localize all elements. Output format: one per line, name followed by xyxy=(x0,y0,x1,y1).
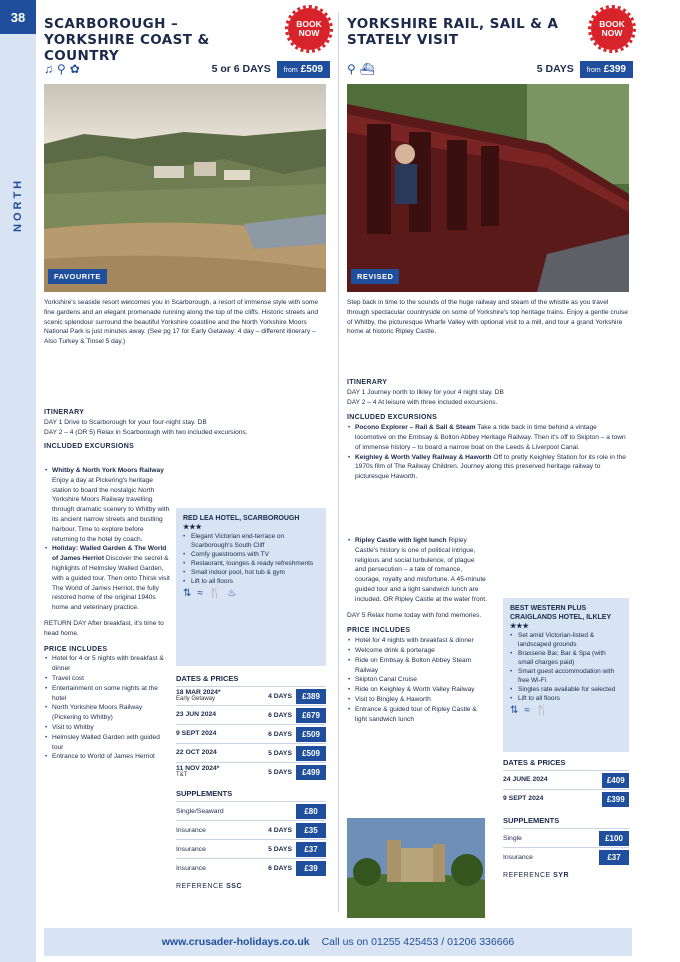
tour-duration: 5 DAYS xyxy=(536,63,574,75)
table-row: 23 JUN 2024 6 DAYS £679 xyxy=(176,705,326,724)
hotel-feature: • Comfy guestrooms with TV xyxy=(183,550,319,559)
itinerary-heading: ITINERARY xyxy=(44,409,85,416)
table-row: 11 NOV 2024* T&T 5 DAYS £499 xyxy=(176,762,326,781)
excursions-heading: INCLUDED EXCURSIONS xyxy=(44,443,135,451)
lift-icon: ⇅ xyxy=(510,705,519,716)
itinerary-heading: ITINERARY xyxy=(347,379,388,386)
reference-code: REFERENCE SSC xyxy=(176,883,243,890)
table-row: 18 MAR 2024* Early Getaway 4 DAYS £389 xyxy=(176,686,326,705)
ship-icon: ⛴ xyxy=(359,62,376,76)
pool-icon: ≈ xyxy=(524,705,530,716)
list-item: • Visit to Whitby xyxy=(44,723,170,733)
tour-duration: 5 or 6 DAYS xyxy=(211,63,271,75)
itinerary-section xyxy=(44,402,326,452)
hotel-feature: • Smart guest accommodation with free Wi-Fi xyxy=(510,667,622,685)
table-row: Insurance 4 DAYS £35 xyxy=(176,820,326,839)
revised-tag: REVISED xyxy=(351,269,399,284)
tour-intro: Yorkshire's seaside resort welcomes you in Scarborough, a resort of immense style with some fine gardens and an elegant promenade running along the top of the cliffs. Historic streets and scenic splendour surround the beautiful Yorkshire coastline and the North Yorkshire Moors National Park is just minutes away. (See pg 17 for Early Getaway: 4 day – different itinerary – Also Turkey & Tinsel 5 day.) xyxy=(44,299,319,346)
dates-prices-table xyxy=(503,758,629,879)
table-row: Insurance 6 DAYS £39 xyxy=(176,858,326,877)
list-item: • Skipton Canal Cruise xyxy=(347,675,487,685)
list-item: • Travel cost xyxy=(44,674,170,684)
list-item: • Keighley & Worth Valley Railway & Haworth Off to pretty Keighley Station for its role in the 1970s film of The Railway Children. Journey along this preserved heritage railway to picturesque Haworth. xyxy=(347,453,629,482)
supplements-heading: SUPPLEMENTS xyxy=(503,816,560,825)
list-item: • Visit to Bingley & Haworth xyxy=(347,695,487,705)
lower-text xyxy=(347,536,487,724)
restaurant-icon: 🍴 xyxy=(535,705,549,716)
itinerary-day: DAY 1 Drive to Scarborough for your four-night stay. DB xyxy=(44,418,207,426)
supplements-heading: SUPPLEMENTS xyxy=(176,789,233,798)
scarborough-photo xyxy=(44,84,326,292)
table-row: Single £100 xyxy=(503,828,629,847)
hotel-name: RED LEA HOTEL, SCARBOROUGH ★★★ xyxy=(183,515,300,531)
price-includes-heading: PRICE INCLUDES xyxy=(347,627,411,635)
dates-prices-table xyxy=(176,674,326,890)
flower-icon: ✿ xyxy=(69,62,80,76)
table-row: Single/Seaward £80 xyxy=(176,801,326,820)
list-item: • Ride on Keighley & Worth Valley Railway xyxy=(347,685,487,695)
list-item: • Holiday: Walled Garden & The World of James Herriot Discover the secret & highlights of Helmsley Walled Garden, with a guided tour. Then onto Thirsk visit The World of James Herriot, the fully restored home of the original 1940s home and veterinary practice. xyxy=(44,544,170,613)
excursions-heading: INCLUDED EXCURSIONS xyxy=(347,414,438,422)
table-row: 9 SEPT 2024 £399 xyxy=(503,789,629,808)
return-day: RETURN DAY After breakfast, it's time to head home. xyxy=(44,619,164,637)
table-row: Insurance £37 xyxy=(503,847,629,866)
from-price: from £509 xyxy=(277,61,330,78)
list-item: • Ride on Embsay & Bolton Abbey Steam Railway xyxy=(347,656,487,676)
dates-heading: DATES & PRICES xyxy=(503,758,566,767)
bar-icon: ♨ xyxy=(227,588,237,599)
book-now-badge[interactable]: BOOK NOW xyxy=(591,8,633,50)
book-now-badge[interactable]: BOOK NOW xyxy=(288,8,330,50)
list-item: • Entrance to World of James Herriot xyxy=(44,752,170,762)
favourite-tag: FAVOURITE xyxy=(48,269,107,284)
itinerary-day: DAY 2 – 4 At leisure with three included excursions. xyxy=(347,398,498,406)
pin-icon: ⚲ xyxy=(347,62,356,76)
from-price: from £399 xyxy=(580,61,633,78)
itinerary-day: DAY 2 – 4 (OR 5) Relax in Scarborough with two included excursions. xyxy=(44,428,248,436)
hotel-feature: • Lift to all floors xyxy=(183,577,319,586)
lift-icon: ⇅ xyxy=(183,588,192,599)
list-item: • Pocono Explorer – Rail & Sail & Steam Take a ride back in time behind a vintage locomotive on the Embsay & Bolton Abbey Heritage Railway. Then it's off to Skipton – a town of immense history – to board a narrow boat on the Leeds & Liverpool Canal. xyxy=(347,423,629,452)
tour-yorkshire-rail xyxy=(347,6,633,922)
footer-bar xyxy=(44,928,632,956)
list-item: • Whitby & North York Moors Railway Enjoy a day at Pickering's heritage station to board the nostalgic North Yorkshire Moors Railway travelling through dramatic scenery to Whitby with its ancient narrow streets and bustling harbour. Time to explore before returning to the hotel by coach. xyxy=(44,466,170,544)
itinerary-day: DAY 1 Journey north to Ilkley for your 4 night stay. DB xyxy=(347,388,504,396)
reference-code: REFERENCE SYR xyxy=(503,872,570,879)
tour-info-row xyxy=(347,60,633,78)
list-item: • Welcome drink & porterage xyxy=(347,646,487,656)
region-label: NORTH xyxy=(12,177,24,233)
itinerary-section xyxy=(347,372,629,482)
hotel-box xyxy=(503,598,629,752)
pin-icon: ⚲ xyxy=(57,62,66,76)
hotel-feature: • Brasserie Bar, Bar & Spa (with small charges paid) xyxy=(510,649,622,667)
tour-intro: Step back in time to the sounds of the huge railway and steam of the whistle as you travel through spectacular countryside on some of Yorkshire's top heritage trains. Enjoy a gentle cruise of Whitby, the picturesque Wharfe Valley with optional visit to a mill, and tour a grand Yorkshire home at historic Ripley Castle. xyxy=(347,299,628,336)
phone-numbers: Call us on 01255 425453 / 01206 336666 xyxy=(321,936,515,948)
website-link[interactable]: www.crusader-holidays.co.uk xyxy=(161,936,310,948)
list-item: • Hotel for 4 nights with breakfast & dinner xyxy=(347,636,487,646)
pool-icon: ≈ xyxy=(197,588,203,599)
music-icon: ♫ xyxy=(44,62,53,76)
hotel-feature: • Lift to all floors xyxy=(510,694,622,703)
steam-train-photo xyxy=(347,84,629,292)
column-divider xyxy=(338,12,339,912)
list-item: • Helmsley Walled Garden with guided tour xyxy=(44,733,170,753)
hotel-feature: • Small indoor pool, hot tub & gym xyxy=(183,568,319,577)
table-row: Insurance 5 DAYS £37 xyxy=(176,839,326,858)
tour-info-row xyxy=(44,60,330,78)
tour-title: SCARBOROUGH – YORKSHIRE COAST & COUNTRY xyxy=(44,16,210,64)
list-item: • North Yorkshire Moors Railway (Pickering to Whitby) xyxy=(44,703,170,723)
sidebar xyxy=(0,0,36,962)
list-item: • Ripley Castle with light lunch Ripley Castle's history is one of political intrigue, religious and social turbulence, of plague and persecution – a tale of romance, courage, royalty and misfortune. A 45-minute guided tour and a light sandwich lunch are included. OR Ripley Castle at the water front. xyxy=(347,536,487,605)
page-number: 38 xyxy=(0,0,36,34)
list-item: • Hotel for 4 or 5 nights with breakfast & dinner xyxy=(44,654,170,674)
price-includes-heading: PRICE INCLUDES xyxy=(44,645,108,653)
table-row: 22 OCT 2024 5 DAYS £509 xyxy=(176,743,326,762)
table-row: 9 SEPT 2024 6 DAYS £509 xyxy=(176,724,326,743)
hotel-feature: • Elegant Victorian end-terrace on Scarborough's South Cliff xyxy=(183,532,319,550)
list-item: • Entrance & guided tour of Ripley Castle & light sandwich lunch xyxy=(347,705,487,725)
hotel-box xyxy=(176,508,326,666)
return-day: DAY 5 Relax home today with fond memories. xyxy=(347,611,482,619)
excursions-list xyxy=(44,466,170,762)
hotel-feature: • Singles rate available for selected xyxy=(510,685,622,694)
list-item: • Entertainment on some nights at the hotel xyxy=(44,684,170,704)
tour-scarborough xyxy=(44,6,330,922)
dates-heading: DATES & PRICES xyxy=(176,674,239,683)
ripley-castle-photo xyxy=(347,818,485,918)
hotel-name: BEST WESTERN PLUS CRAIGLANDS HOTEL, ILKLEY ★★★ xyxy=(510,605,611,630)
hotel-feature: • Restaurant, lounges & ready refreshments xyxy=(183,559,319,568)
tour-title: YORKSHIRE RAIL, SAIL & A STATELY VISIT xyxy=(347,16,559,48)
restaurant-icon: 🍴 xyxy=(208,588,222,599)
table-row: 24 JUNE 2024 £409 xyxy=(503,770,629,789)
hotel-feature: • Set amid Victorian-listed & landscaped grounds xyxy=(510,631,622,649)
